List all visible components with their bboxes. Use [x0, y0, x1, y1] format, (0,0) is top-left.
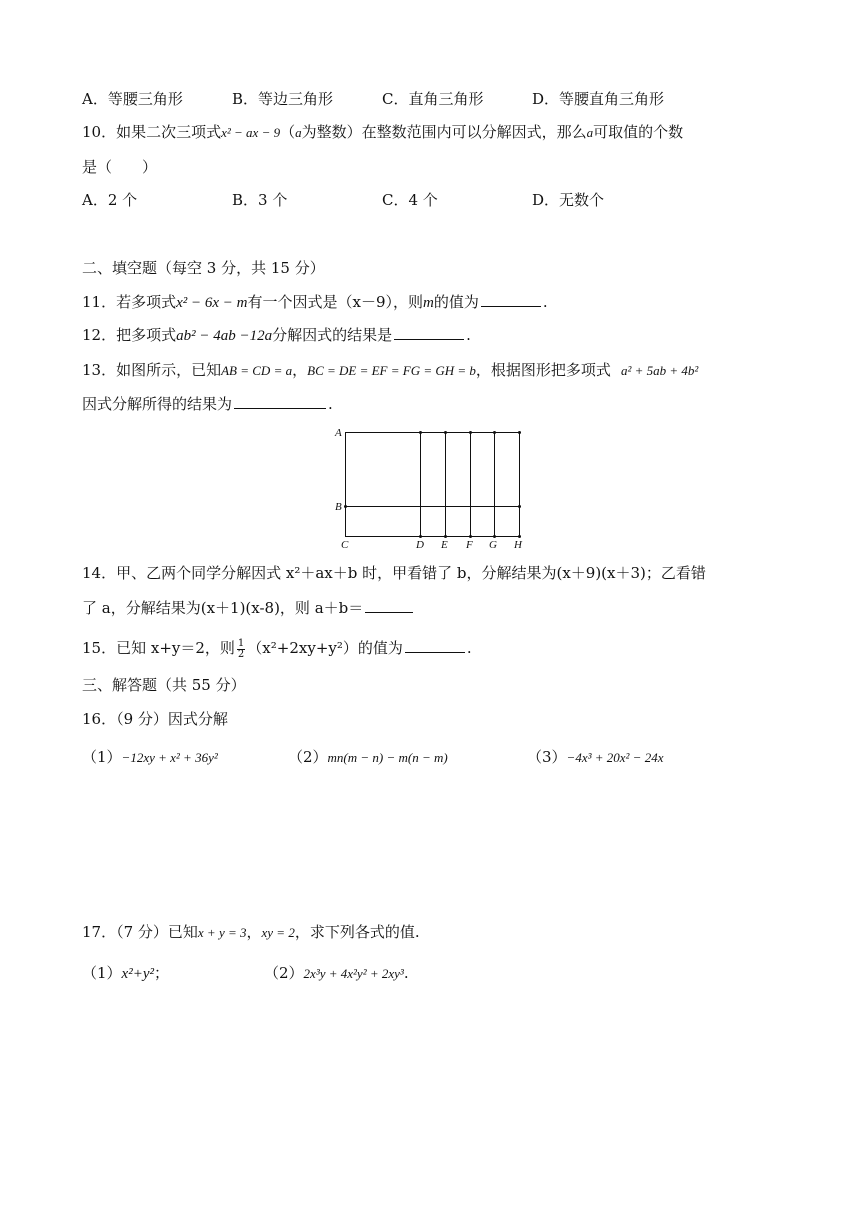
- question-text: （: [280, 123, 296, 141]
- variable: a: [586, 125, 594, 140]
- q9-option-a: A．等腰三角形: [82, 90, 183, 108]
- expression: x² − 6x − m: [176, 295, 248, 311]
- figure-label-h: H: [514, 539, 522, 550]
- punctuation: .: [466, 326, 471, 344]
- expression: xy = 2: [261, 925, 295, 940]
- question-number: 14．: [82, 564, 117, 582]
- expression: x² − ax − 9: [221, 125, 281, 140]
- question-number: 11．: [82, 293, 117, 311]
- expression: −12xy + x² + 36y²: [121, 750, 218, 765]
- q9-option-c: C．直角三角形: [382, 90, 484, 108]
- answer-blank[interactable]: [481, 290, 541, 307]
- question-17-title: [82, 921, 420, 944]
- question-text: 因式分解所得的结果为: [82, 395, 233, 413]
- expression: 2x³y + 4x²y² + 2xy³: [303, 966, 404, 981]
- punctuation: .: [403, 964, 409, 982]
- answer-blank[interactable]: [234, 392, 326, 409]
- figure-label-a: A: [335, 427, 342, 439]
- question-text: （x²+2xy+y²）的值为: [247, 639, 403, 657]
- q10-option-c: C．4 个: [382, 191, 438, 209]
- question-13: [82, 359, 698, 382]
- figure-label-b: B: [335, 501, 342, 513]
- expression: mn(m − n) − m(n − m): [327, 750, 448, 765]
- question-12: [82, 323, 471, 347]
- q10-option-d: D．无数个: [532, 191, 605, 209]
- question-text: 分解因式的结果是: [272, 326, 393, 344]
- question-text: 有一个因式是（x－9），则: [247, 293, 424, 311]
- question-text: ，根据图形把多项式: [475, 361, 611, 379]
- answer-blank[interactable]: [365, 596, 413, 613]
- figure-dot: [493, 431, 496, 434]
- figure-dot: [493, 535, 496, 538]
- q16-part-3: [527, 746, 663, 769]
- section-heading-fill-in: 二、填空题（每空 3 分，共 15 分）: [82, 259, 325, 277]
- question-text: 已知 x+y＝2，则: [116, 639, 235, 657]
- figure-dot: [419, 431, 422, 434]
- figure-dot: [469, 535, 472, 538]
- variable: m: [423, 295, 434, 311]
- part-label: （1）: [82, 748, 122, 766]
- question-number: 10．: [82, 123, 117, 141]
- question-14-line2: [82, 596, 415, 619]
- question-number: 15．: [82, 639, 117, 657]
- expression: −4x³ + 20x² − 24x: [566, 750, 664, 765]
- expression: x + y = 3: [197, 925, 247, 940]
- question-number: 13．: [82, 361, 117, 379]
- expression: BC = DE = EF = FG = GH = b: [307, 363, 476, 378]
- punctuation: ，: [246, 923, 262, 941]
- question-15: [82, 636, 472, 660]
- question-text: 的值为: [433, 293, 479, 311]
- answer-blank[interactable]: [394, 323, 464, 340]
- q16-part-1: [82, 746, 218, 769]
- question-16-title: 16．（9 分）因式分解: [82, 710, 228, 728]
- question-10: [82, 121, 683, 144]
- punctuation: ，: [292, 361, 308, 379]
- q10-option-a: A．2 个: [82, 191, 138, 209]
- figure-dot: [469, 431, 472, 434]
- figure-dot: [344, 505, 347, 508]
- question-text: 为整数）在整数范围内可以分解因式，那么: [301, 123, 587, 141]
- answer-blank[interactable]: [405, 636, 465, 653]
- question-text: 若多项式: [116, 293, 177, 311]
- question-text: 了 a，分解结果为(x＋1)(x-8)，则 a＋b＝: [82, 599, 364, 617]
- expression: a² + 5ab + 4b²: [620, 363, 699, 378]
- question-text: 如果二次三项式: [116, 123, 222, 141]
- part-label: （3）: [527, 748, 567, 766]
- question-text: 甲、乙两个同学分解因式 x²＋ax＋b 时，甲看错了 b，分解结果为(x＋9)(x＋3)；乙看错: [116, 564, 706, 582]
- figure-dot: [518, 505, 521, 508]
- expression: ab² − 4ab −12a: [176, 328, 273, 344]
- figure-outer-rect: [346, 433, 520, 537]
- figure-label-c: C: [341, 539, 349, 550]
- question-14: [82, 562, 706, 584]
- q9-option-b: B．等边三角形: [232, 90, 334, 108]
- part-label: （2）: [264, 964, 304, 982]
- part-label: （2）: [288, 748, 328, 766]
- q9-option-d: D．等腰直角三角形: [532, 90, 665, 108]
- figure-dot: [518, 431, 521, 434]
- punctuation: .: [542, 293, 548, 311]
- expression: AB = CD = a: [221, 363, 293, 378]
- figure-label-g: G: [489, 539, 497, 550]
- question-13-line2: [82, 392, 333, 415]
- question-text: 17．（7 分）已知: [82, 923, 198, 941]
- question-text: ，求下列各式的值.: [294, 923, 420, 941]
- punctuation: .: [328, 395, 333, 413]
- rectangle-figure: [330, 424, 530, 550]
- question-text: 如图所示，已知: [116, 361, 222, 379]
- q10-option-b: B．3 个: [232, 191, 288, 209]
- question-10-line2: 是（ ）: [82, 158, 158, 176]
- part-label: （1）: [82, 964, 122, 982]
- q16-part-2: [288, 746, 448, 769]
- q17-part-2: [264, 962, 409, 985]
- figure-label-e: E: [441, 539, 448, 550]
- punctuation: .: [466, 639, 472, 657]
- question-text: 可取值的个数: [593, 123, 684, 141]
- figure-dot: [518, 535, 521, 538]
- figure-dot: [444, 535, 447, 538]
- expression: x²+y²: [121, 966, 154, 982]
- variable: a: [295, 125, 302, 140]
- question-text: 把多项式: [116, 326, 177, 344]
- figure-dot: [444, 431, 447, 434]
- figure-label-d: D: [416, 539, 424, 550]
- figure-dot: [419, 535, 422, 538]
- question-number: 12．: [82, 326, 117, 344]
- punctuation: ；: [153, 964, 169, 982]
- question-11: [82, 290, 548, 314]
- figure-label-f: F: [466, 539, 473, 550]
- fraction-one-half: [237, 639, 245, 660]
- fraction-numerator: 1: [237, 637, 245, 649]
- fraction-denominator: 2: [237, 648, 245, 660]
- q17-part-1: [82, 962, 169, 985]
- section-heading-solutions: 三、解答题（共 55 分）: [82, 676, 246, 694]
